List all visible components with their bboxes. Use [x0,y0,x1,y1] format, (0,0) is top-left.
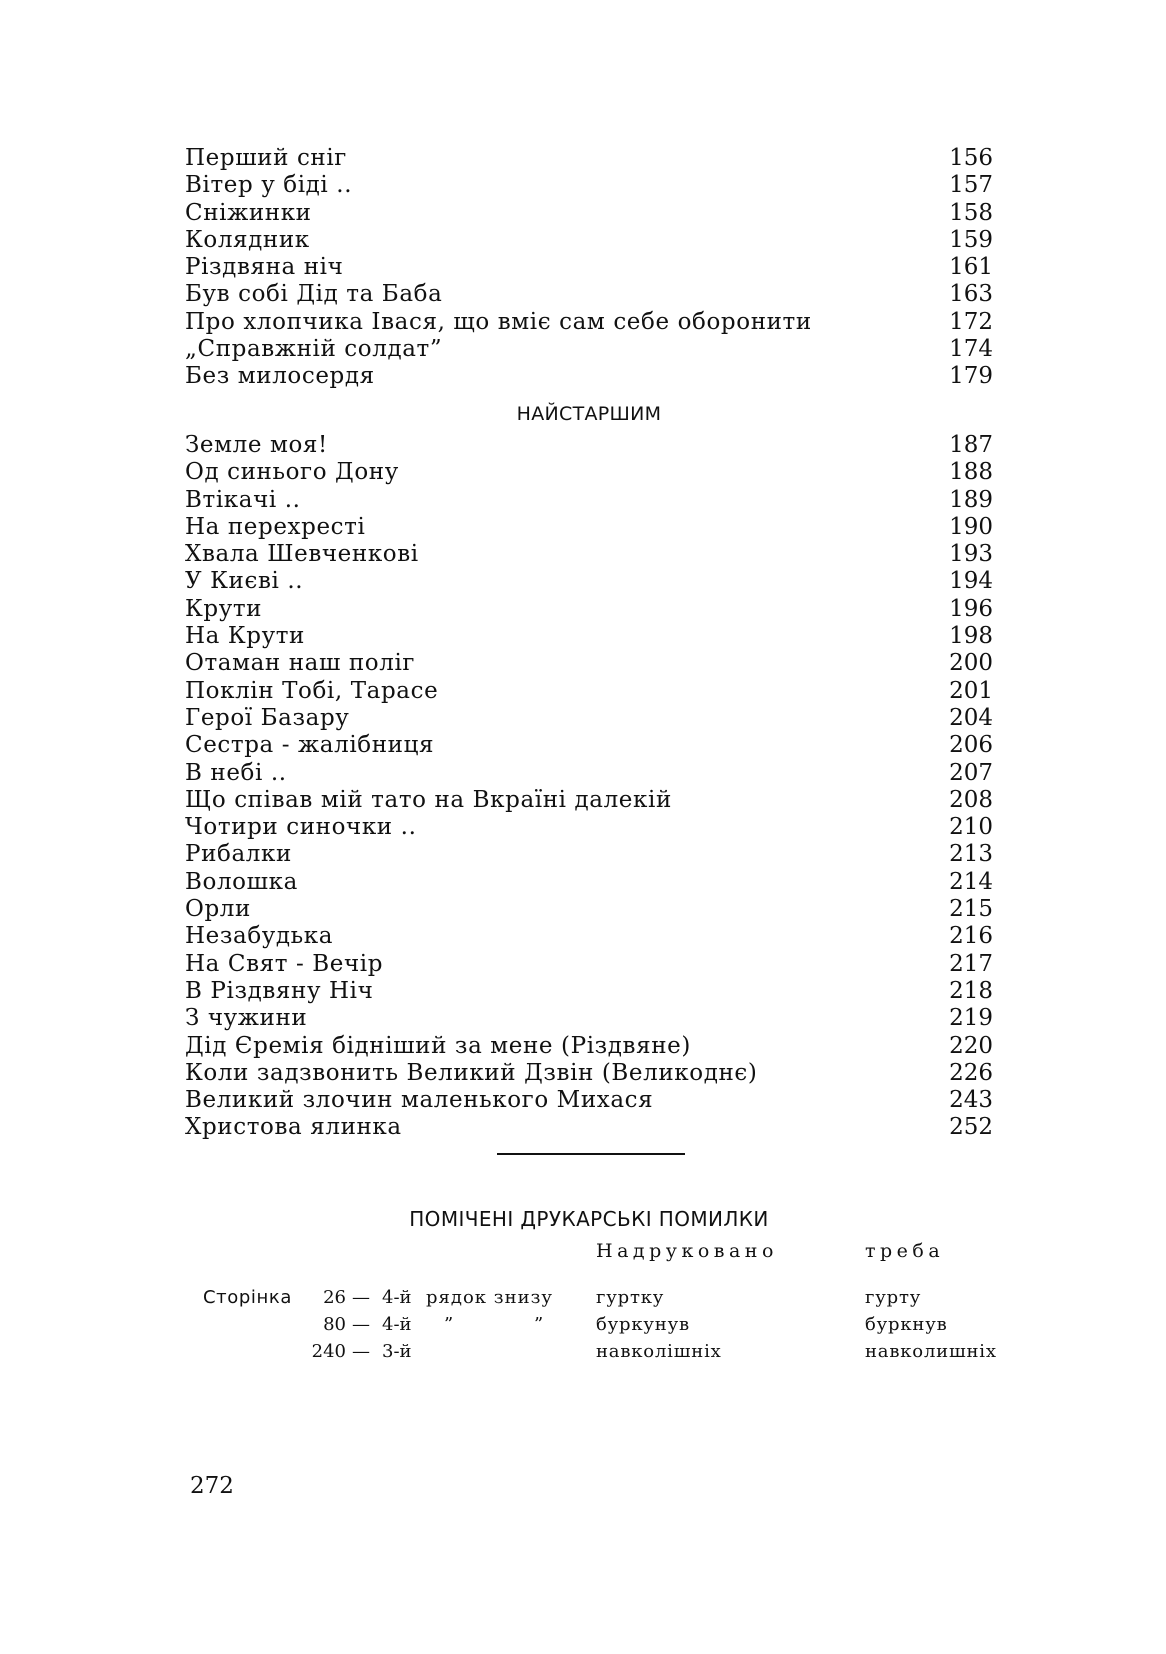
toc-entry-title: Дід Єремія бідніший за мене (Різдвяне) [185,1032,691,1059]
toc-entry [185,1060,993,1087]
toc-entry-page: 194 [949,568,993,595]
toc-entry [185,896,993,923]
toc-entry-title: На Свят - Вечір [185,950,384,977]
toc-entry [185,172,993,199]
toc-entry-title: Рибалки [185,841,292,868]
errata-line-words: рядок знизу [426,1287,553,1308]
toc-entry-title: В небі .. [185,759,287,786]
toc-entry-page: 200 [949,650,993,677]
toc-list-part1 [185,145,993,391]
toc-entry-page: 159 [949,226,993,253]
toc-entry [185,978,993,1005]
toc-entry [185,650,993,677]
toc-entry-page: 252 [949,1114,993,1141]
errata-page: 26 [323,1287,346,1308]
errata-dash: — [352,1287,370,1308]
toc-entry [185,281,993,308]
toc-entry-page: 198 [949,623,993,650]
toc-entry [185,1033,993,1060]
toc-entry-page: 172 [949,308,993,335]
errata-page: 240 [311,1341,346,1362]
toc-entry [185,814,993,841]
toc-entry-title: Христова ялинка [185,1114,402,1141]
toc-entry-title: Що співав мій тато на Вкраїні далекій [185,786,672,813]
toc-entry [185,732,993,759]
toc-entry [185,1005,993,1032]
toc-entry-page: 157 [949,172,993,199]
toc-entry-title: Про хлопчика Івася, що вміє сам себе оборонити [185,308,812,335]
toc-entry-title: Герої Базару [185,704,350,731]
toc-entry [185,568,993,595]
toc-entry-title: На Крути [185,623,305,650]
errata-page: 80 [323,1314,346,1335]
toc-entry [185,336,993,363]
toc-entry-title: Був собі Дід та Баба [185,281,443,308]
errata-page-label: Сторінка [203,1287,292,1308]
toc-entry-title: У Києві .. [185,568,304,595]
toc-list-part2 [185,432,993,1142]
toc-entry-title: Коли задзвонить Великий Дзвін (Великоднє) [185,1059,758,1086]
toc-entry [185,623,993,650]
section-heading: НАЙСТАРШИМ [516,403,662,425]
toc-entry-page: 163 [949,281,993,308]
toc-entry-title: На перехресті [185,513,366,540]
toc-entry-title: Колядник [185,226,310,253]
toc-entry [185,923,993,950]
toc-entry-page: 161 [949,254,993,281]
toc-entry-title: Хвала Шевченкові [185,541,419,568]
toc-entry [185,363,993,390]
toc-entry-page: 196 [949,595,993,622]
errata-header-printed: Надруковано [596,1240,778,1262]
errata-row [0,1287,1166,1314]
toc-entry-title: Втікачі .. [185,486,301,513]
toc-entry-title: Орли [185,896,251,923]
toc-entry-page: 179 [949,363,993,390]
toc-entry-page: 204 [949,704,993,731]
toc-entry-title: Волошка [185,868,298,895]
toc-entry [185,227,993,254]
toc-entry-title: Чотири синочки .. [185,814,417,841]
toc-entry-page: 226 [949,1059,993,1086]
toc-entry [185,869,993,896]
toc-entry-page: 213 [949,841,993,868]
toc-entry-page: 215 [949,896,993,923]
toc-entry [185,145,993,172]
toc-entry-title: Од синього Дону [185,459,399,486]
toc-entry [185,951,993,978]
errata-title: ПОМІЧЕНІ ДРУКАРСЬКІ ПОМИЛКИ [409,1207,769,1231]
toc-entry [185,309,993,336]
toc-entry [185,254,993,281]
toc-entry [185,514,993,541]
toc-entry-page: 206 [949,732,993,759]
toc-entry-page: 207 [949,759,993,786]
toc-entry [185,200,993,227]
toc-entry-page: 201 [949,677,993,704]
section-divider [497,1153,685,1155]
toc-entry-page: 219 [949,1005,993,1032]
errata-row [0,1341,1166,1368]
toc-entry-page: 190 [949,513,993,540]
errata-correct: гурту [865,1287,922,1308]
toc-entry-page: 156 [949,145,993,171]
errata-ditto-mark: ” [534,1314,544,1335]
toc-entry-page: 189 [949,486,993,513]
errata-line: 3-й [382,1341,412,1362]
errata-dash: — [352,1314,370,1335]
toc-entry-page: 220 [949,1032,993,1059]
toc-entry-title: „Справжній солдат” [185,336,443,363]
toc-entry-title: Поклін Тобі, Тарасе [185,677,439,704]
toc-entry [185,1087,993,1114]
toc-entry-page: 218 [949,977,993,1004]
toc-entry-title: Без милосердя [185,363,375,390]
toc-entry-page: 210 [949,814,993,841]
errata-printed: навколішніх [596,1341,722,1362]
errata-row [0,1314,1166,1341]
toc-entry-title: Сніжинки [185,199,312,226]
errata-printed: гуртку [596,1287,665,1308]
toc-entry-page: 187 [949,432,993,458]
toc-entry-page: 158 [949,199,993,226]
toc-entry-page: 208 [949,786,993,813]
toc-entry-title: Крути [185,595,263,622]
toc-entry [185,705,993,732]
errata-correct: навколишніх [865,1341,997,1362]
toc-entry [185,596,993,623]
toc-entry [185,459,993,486]
toc-entry-title: Отаман наш поліг [185,650,416,677]
errata-dash: — [352,1341,370,1362]
toc-entry [185,787,993,814]
toc-entry [185,760,993,787]
toc-entry-title: Сестра - жалібниця [185,732,435,759]
errata-line: 4-й [382,1314,412,1335]
errata-header-correct: треба [865,1240,945,1262]
toc-entry-title: Великий злочин маленького Михася [185,1087,654,1114]
toc-entry [185,841,993,868]
toc-entry-page: 214 [949,868,993,895]
toc-entry-title: З чужини [185,1005,308,1032]
toc-entry-page: 216 [949,923,993,950]
page-number: 272 [190,1473,234,1499]
toc-entry-title: Земле моя! [185,432,328,458]
toc-entry-title: Різдвяна ніч [185,254,344,281]
toc-entry [185,541,993,568]
toc-entry-page: 188 [949,459,993,486]
toc-entry-page: 193 [949,541,993,568]
toc-entry [185,432,993,459]
toc-entry-page: 174 [949,336,993,363]
errata-line: 4-й [382,1287,412,1308]
errata-correct: буркнув [865,1314,948,1335]
toc-entry [185,1114,993,1141]
toc-entry-page: 217 [949,950,993,977]
toc-entry-title: Незабудька [185,923,334,950]
toc-entry-title: Вітер у біді .. [185,172,353,199]
toc-entry-title: В Різдвяну Ніч [185,977,374,1004]
toc-entry [185,487,993,514]
toc-entry-page: 243 [949,1087,993,1114]
toc-entry-title: Перший сніг [185,145,347,171]
errata-printed: буркунув [596,1314,690,1335]
toc-entry [185,678,993,705]
errata-ditto-mark: ” [444,1314,454,1335]
